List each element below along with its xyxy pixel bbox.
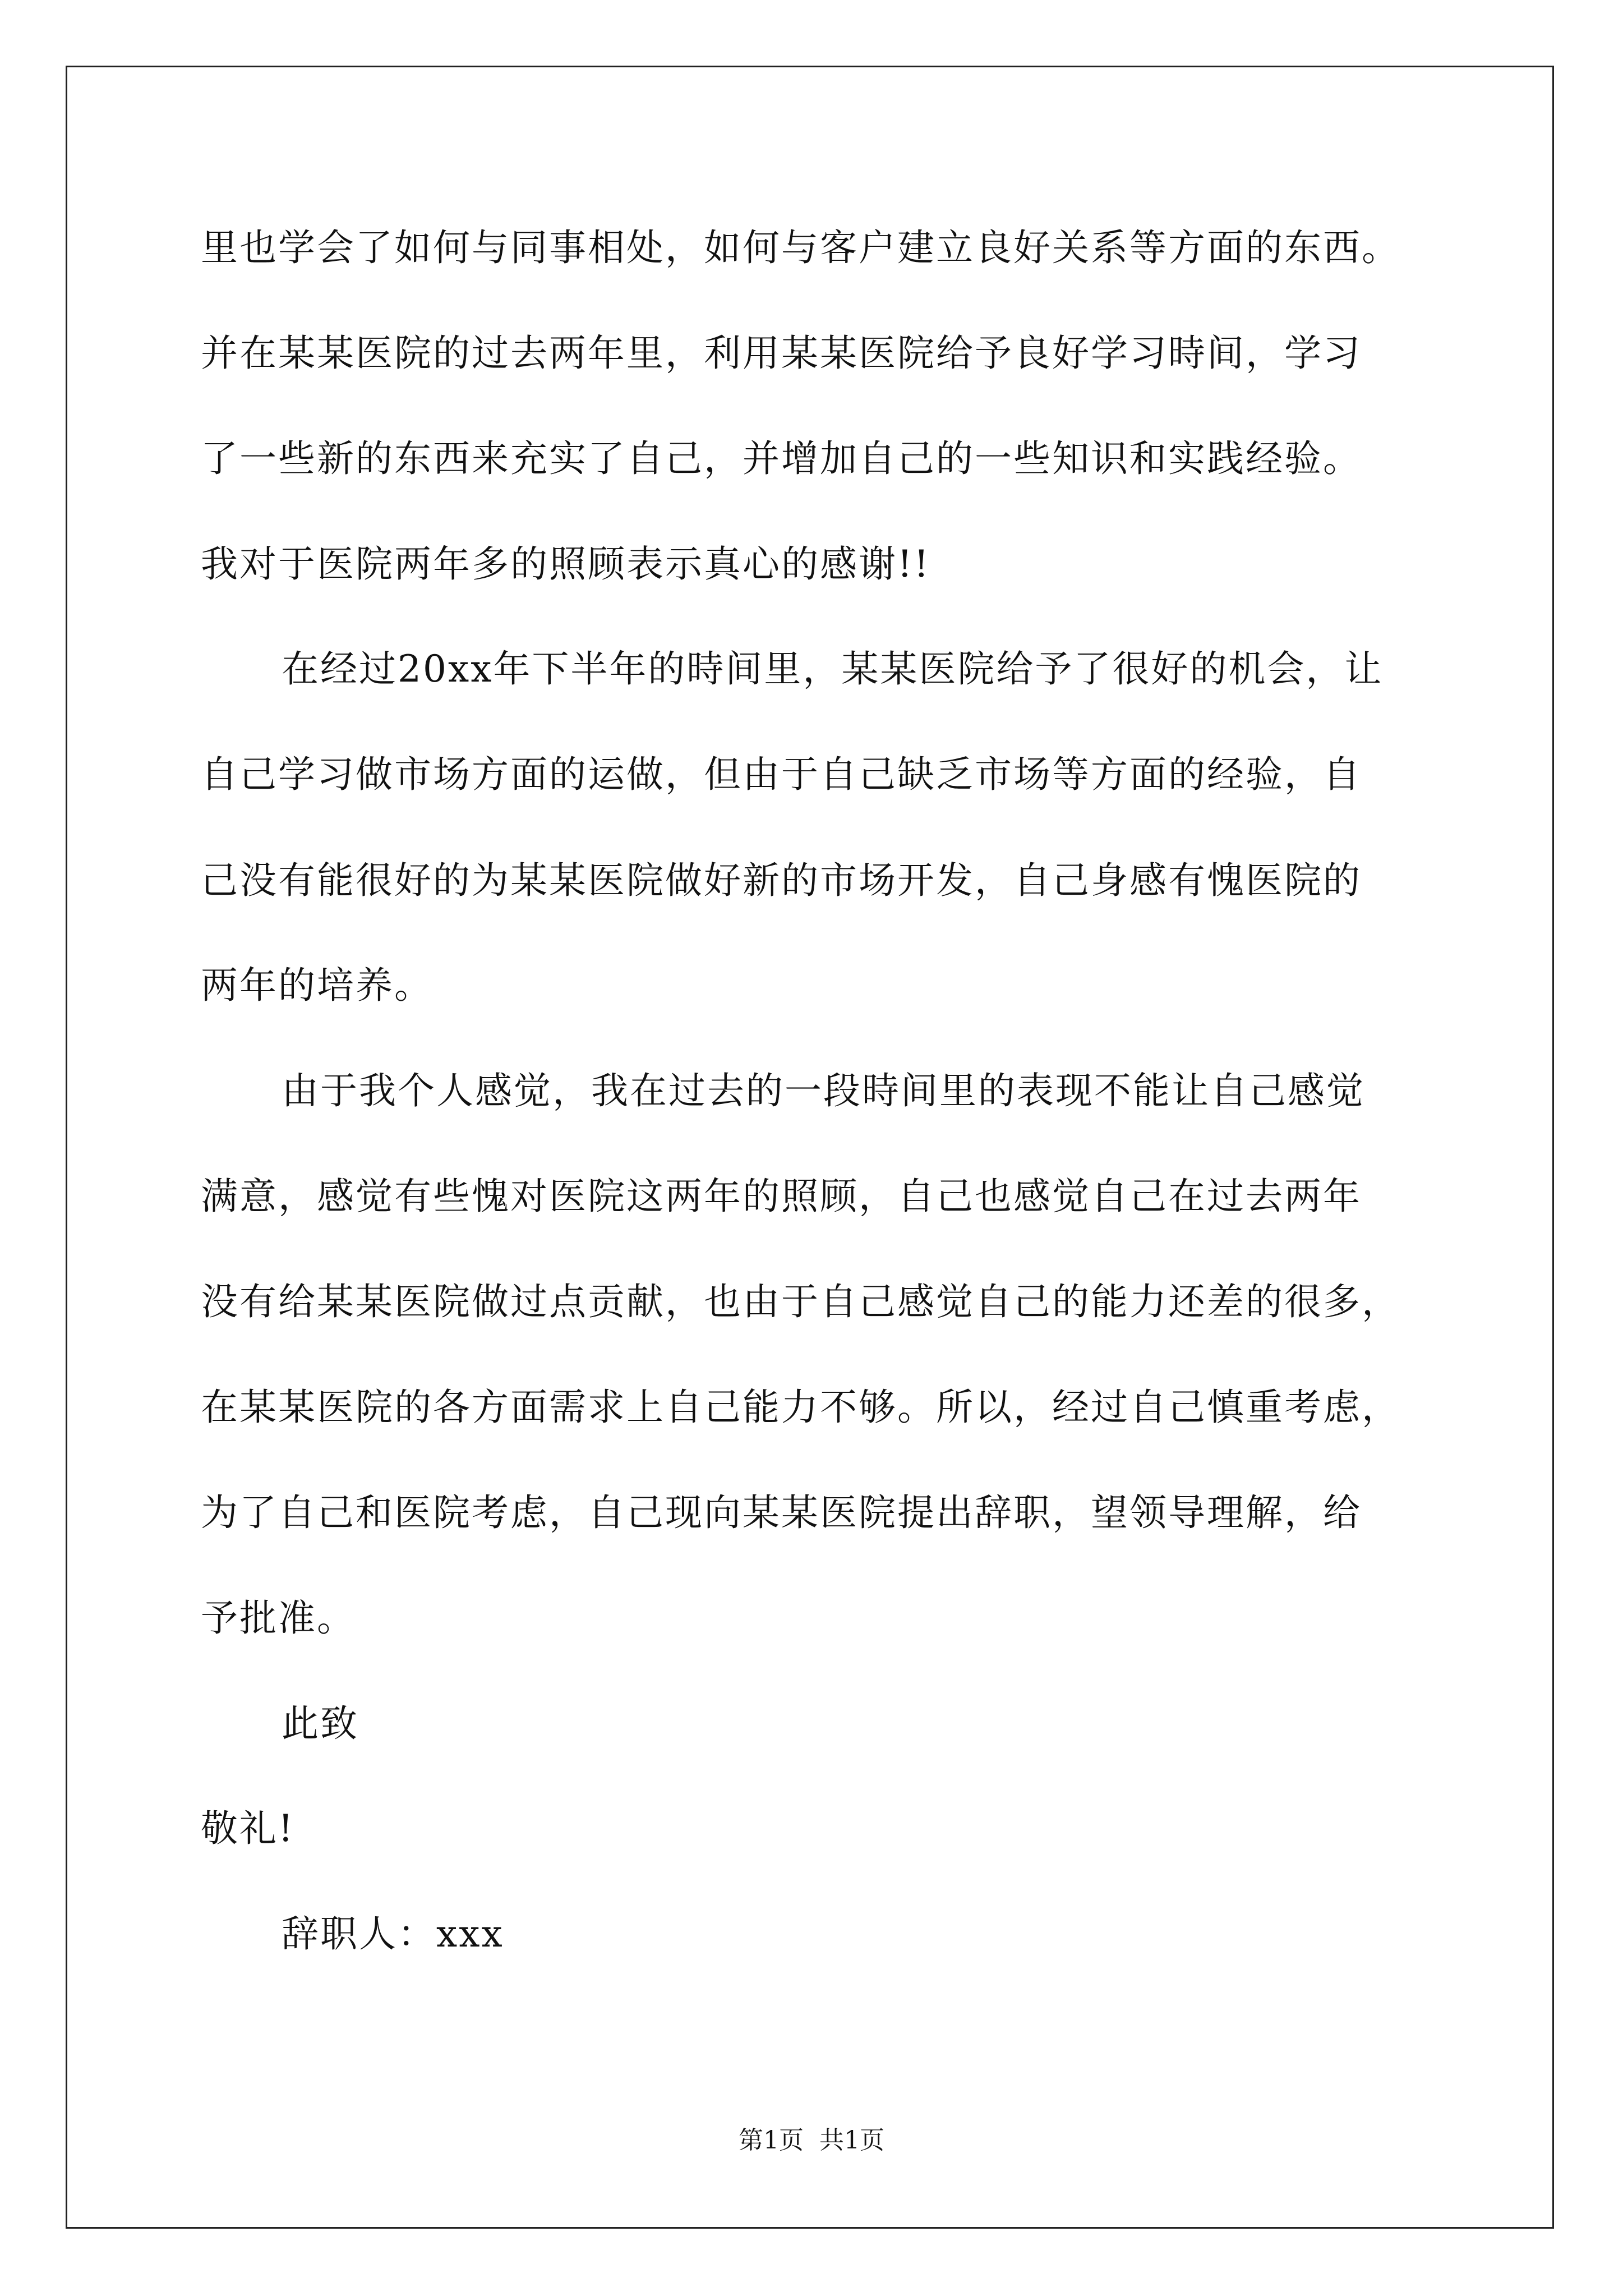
text-line: 在某某医院的各方面需求上自己能力不够。所以，经过自己慎重考虑， xyxy=(201,1386,1400,1429)
text-line: 我对于医院两年多的照顾表示真心的感谢!! xyxy=(201,542,931,586)
text-line: 了一些新的东西来充实了自己，并增加自己的一些知识和实践经验。 xyxy=(201,437,1362,480)
text-line: 自己学习做市场方面的运做，但由于自己缺乏市场等方面的经验，自 xyxy=(201,753,1362,796)
text-line: 予批准。 xyxy=(201,1596,356,1640)
text-line: 己没有能很好的为某某医院做好新的市场开发，自己身感有愧医院的 xyxy=(201,859,1362,902)
text-line: 里也学会了如何与同事相处，如何与客户建立良好关系等方面的东西。 xyxy=(201,226,1400,269)
text-line: 满意，感觉有些愧对医院这两年的照顾，自己也感觉自己在过去两年 xyxy=(201,1175,1362,1218)
signature-line: 辞职人：xxx xyxy=(282,1912,504,1955)
text-line: 为了自己和医院考虑，自己现向某某医院提出辞职，望领导理解，给 xyxy=(201,1491,1362,1534)
text-line: 两年的培养。 xyxy=(201,964,433,1007)
closing-salutation: 此致 xyxy=(282,1702,359,1745)
page-number-footer: 第1页 共1页 xyxy=(739,2126,884,2155)
text-line: 并在某某医院的过去两年里，利用某某医院给予良好学习時间，学习 xyxy=(201,332,1362,375)
page-frame xyxy=(66,66,1554,2229)
text-line: 由于我个人感觉，我在过去的一段時间里的表现不能让自己感觉 xyxy=(282,1069,1365,1112)
closing-respect: 敬礼! xyxy=(201,1807,295,1850)
text-line: 没有给某某医院做过点贡献，也由于自己感觉自己的能力还差的很多， xyxy=(201,1280,1400,1323)
text-line: 在经过20xx年下半年的時间里，某某医院给予了很好的机会，让 xyxy=(282,647,1384,691)
